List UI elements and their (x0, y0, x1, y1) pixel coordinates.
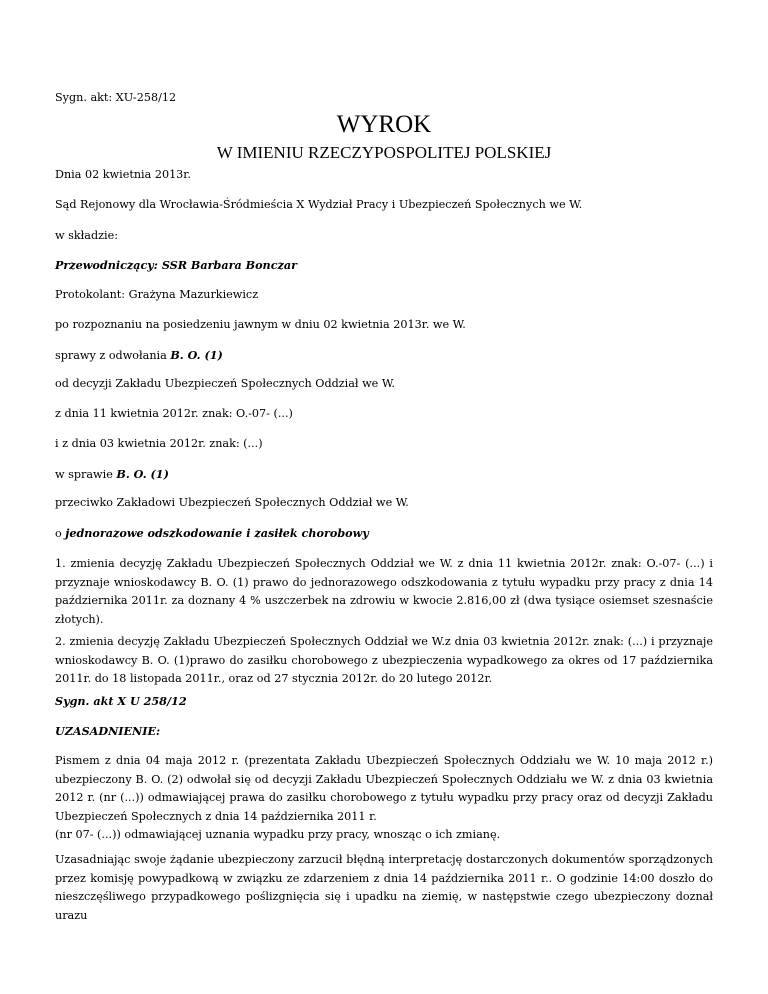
case-reference-2: Sygn. akt X U 258/12 (55, 694, 187, 708)
justification-heading: UZASADNIENIE: (55, 724, 161, 738)
judgment-date: Dnia 02 kwietnia 2013r. (55, 168, 191, 181)
decision-date-1: z dnia 11 kwietnia 2012r. znak: O.-07- (...) (55, 407, 293, 420)
ruling-point-1: 1. zmienia decyzję Zakładu Ubezpieczeń Społecznych Oddział we W. z dnia 11 kwietnia 2012r. znak: O.-07- (...) i przyznaje wnioskodawcy B. O. (1) prawo do jednorazowego odszkodowania z tytułu wypadku przy pracy z dnia 14 października 2011r. za doznany 4 % uszczerbek na zdrowiu w kwocie 2.816,00 zł (dwa tysiące osiemset szesnaście złotych). (55, 557, 713, 626)
justification-text-cont: (nr 07- (...)) odmawiającej uznania wypadku przy pracy, wnosząc o ich zmianę. (55, 828, 501, 841)
matter-party: B. O. (1) (116, 467, 169, 481)
presiding-judge: Przewodniczący: SSR Barbara Bonczar (55, 258, 298, 272)
ruling-point-2: 2. zmienia decyzję Zakładu Ubezpieczeń Społecznych Oddział we W.z dnia 03 kwietnia 2012r. znak: (...) i przyznaje wnioskodawcy B. O. (1)prawo do zasiłku chorobowego z ubezpieczenia wypadkowego za okres od 17 października 2011r. do 18 listopada 2011r., oraz od 27 stycznia 2012r. do 20 lutego 2012r. (55, 635, 713, 685)
document-title: WYROK (336, 111, 432, 138)
court-name: Sąd Rejonowy dla Wrocławia-Śródmieścia X Wydział Pracy i Ubezpieczeń Społecznych we W. (55, 198, 583, 211)
subject-prefix: o (55, 527, 66, 540)
justification-paragraph-2: Uzasadniając swoje żądanie ubezpieczony zarzucił błędną interpretację dostarczonych dokumentów sporządzonych przez komisję powypadkową w związku ze zdarzeniem z dnia 14 października 2011 r.. O godzinie 14:00 doszło do nieszczęśliwego przypadkowego poślizgnięcia się i upadku na ziemię, w następstwie czego ubezpieczony doznał urazu (55, 853, 713, 922)
matter-line (55, 465, 713, 485)
court-clerk: Protokolant: Grażyna Mazurkiewicz (55, 288, 259, 301)
case-reference: Sygn. akt: XU-258/12 (55, 91, 177, 104)
justification-paragraph-1 (55, 752, 713, 845)
against-line: przeciwko Zakładowi Ubezpieczeń Społecznych Oddział we W. (55, 496, 409, 509)
subject-line (55, 524, 713, 544)
appeal-prefix: sprawy z odwołania (55, 349, 171, 362)
decision-date-2: i z dnia 03 kwietnia 2012r. znak: (...) (55, 437, 263, 450)
appellant: B. O. (1) (170, 348, 223, 362)
matter-prefix: w sprawie (55, 468, 117, 481)
hearing-info: po rozpoznaniu na posiedzeniu jawnym w dniu 02 kwietnia 2013r. we W. (55, 318, 466, 331)
case-subject: jednorazowe odszkodowanie i zasiłek chorobowy (65, 526, 369, 540)
justification-text: Pismem z dnia 04 maja 2012 r. (prezentata Zakładu Ubezpieczeń Społecznych Oddziału we W. 10 maja 2012 r.) ubezpieczony B. O. (2) odwołał się od decyzji Zakładu Ubezpieczeń Społecznych Oddziału we W. z dnia 03 kwietnia 2012 r. (nr (...)) odmawiającej prawa do zasiłku chorobowego z tytułu wypadku przy pracy oraz od decyzji Zakładu Ubezpieczeń Społecznych z dnia 14 października 2011 r. (55, 754, 713, 823)
document-subtitle: W IMIENIU RZECZYPOSPOLITEJ POLSKIEJ (216, 143, 552, 162)
composition-label: w składzie: (55, 229, 118, 242)
decision-line: od decyzji Zakładu Ubezpieczeń Społecznych Oddział we W. (55, 377, 395, 390)
appeal-line (55, 346, 713, 366)
